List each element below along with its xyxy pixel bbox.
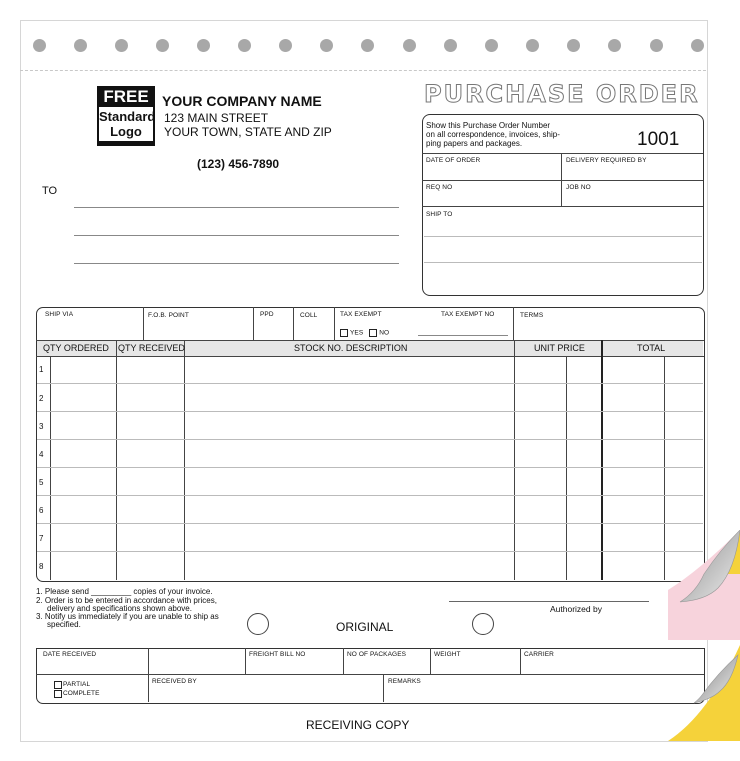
- to-address-line[interactable]: [74, 235, 399, 236]
- tax-exempt-label: TAX EXEMPT: [340, 311, 382, 318]
- punch-hole: [320, 39, 333, 52]
- no-checkbox[interactable]: [369, 329, 377, 337]
- total-header: TOTAL: [637, 343, 666, 353]
- to-address-line[interactable]: [74, 263, 399, 264]
- note-3-cont: specified.: [47, 620, 81, 629]
- binding-hole-marker: [472, 613, 494, 635]
- punch-hole: [238, 39, 251, 52]
- packages-label: NO OF PACKAGES: [347, 651, 407, 658]
- logo-free-text: FREE: [103, 87, 149, 106]
- company-phone: (123) 456-7890: [197, 157, 280, 171]
- row-divider: [37, 411, 703, 412]
- divider: [253, 307, 254, 340]
- divider: [561, 153, 562, 206]
- to-label: TO: [42, 185, 58, 197]
- company-street: 123 MAIN STREET: [164, 111, 269, 125]
- signature-line[interactable]: [449, 601, 649, 602]
- job-no-label: JOB NO: [566, 184, 591, 191]
- divider: [422, 180, 703, 181]
- partial-checkbox[interactable]: [54, 681, 62, 689]
- authorized-by-label: Authorized by: [550, 604, 602, 614]
- divider: [422, 206, 703, 207]
- punch-hole: [403, 39, 416, 52]
- row-number: 1: [39, 365, 44, 374]
- divider: [293, 307, 294, 340]
- divider: [343, 648, 344, 674]
- fob-point-label: F.O.B. POINT: [148, 312, 189, 319]
- punch-hole: [156, 39, 169, 52]
- divider: [36, 356, 704, 357]
- divider: [36, 340, 704, 341]
- ship-to-line[interactable]: [424, 236, 702, 237]
- logo-standard-text: Standard: [99, 109, 156, 124]
- yes-label: YES: [350, 329, 364, 337]
- divider: [383, 674, 384, 702]
- punch-hole: [526, 39, 539, 52]
- punch-hole: [444, 39, 457, 52]
- perforation-line: [20, 70, 706, 71]
- ship-via-label: SHIP VIA: [45, 311, 74, 318]
- punch-hole: [485, 39, 498, 52]
- company-city: YOUR TOWN, STATE AND ZIP: [164, 125, 332, 139]
- row-number: 3: [39, 422, 44, 431]
- description-header: STOCK NO. DESCRIPTION: [294, 343, 408, 353]
- row-number: 2: [39, 394, 44, 403]
- ship-to-label: SHIP TO: [426, 211, 453, 218]
- coll-label: COLL: [300, 312, 318, 319]
- form-title: PURCHASE ORDER: [424, 80, 700, 108]
- qty-received-header: QTY RECEIVED: [118, 343, 185, 353]
- note-1: 1. Please send _________ copies of your invoice.: [36, 587, 213, 596]
- row-divider: [37, 495, 703, 496]
- weight-label: WEIGHT: [434, 651, 461, 658]
- row-divider: [37, 383, 703, 384]
- punch-hole: [197, 39, 210, 52]
- punch-hole: [279, 39, 292, 52]
- punch-hole: [608, 39, 621, 52]
- tax-exempt-no-label: TAX EXEMPT NO: [441, 311, 495, 318]
- punch-hole: [33, 39, 46, 52]
- divider: [566, 356, 567, 580]
- terms-label: TERMS: [520, 312, 544, 319]
- row-number: 4: [39, 450, 44, 459]
- divider: [430, 648, 431, 674]
- po-instruction-line: Show this Purchase Order Number: [426, 121, 551, 130]
- qty-ordered-header: QTY ORDERED: [43, 343, 109, 353]
- received-by-label: RECEIVED BY: [152, 678, 197, 685]
- binding-hole-marker: [247, 613, 269, 635]
- note-2-cont: delivery and specifications shown above.: [47, 604, 192, 613]
- complete-checkbox[interactable]: [54, 690, 62, 698]
- row-divider: [37, 523, 703, 524]
- carrier-label: CARRIER: [524, 651, 554, 658]
- note-2: 2. Order is to be entered in accordance with prices,: [36, 596, 217, 605]
- po-instruction-line: on all correspondence, invoices, ship-: [426, 130, 560, 139]
- punch-hole: [691, 39, 704, 52]
- row-number: 8: [39, 562, 44, 571]
- divider: [148, 648, 149, 702]
- divider: [334, 307, 335, 340]
- delivery-required-label: DELIVERY REQUIRED BY: [566, 157, 647, 164]
- divider: [520, 648, 521, 674]
- page-curl-top: [640, 530, 740, 640]
- row-divider: [37, 439, 703, 440]
- divider: [143, 307, 144, 340]
- freight-bill-label: FREIGHT BILL NO: [249, 651, 306, 658]
- divider: [601, 340, 603, 580]
- page-curl-bottom: [668, 645, 740, 741]
- date-received-label: DATE RECEIVED: [43, 651, 97, 658]
- remarks-label: REMARKS: [388, 678, 421, 685]
- copy-label: ORIGINAL: [336, 620, 394, 634]
- row-divider: [37, 551, 703, 552]
- ship-to-line[interactable]: [424, 262, 702, 263]
- punch-hole: [650, 39, 663, 52]
- row-number: 7: [39, 534, 44, 543]
- logo-logo-text: Logo: [110, 124, 142, 139]
- row-number: 5: [39, 478, 44, 487]
- req-no-label: REQ NO: [426, 184, 453, 191]
- partial-label: PARTIAL: [63, 681, 91, 688]
- po-instructions: [426, 121, 560, 148]
- punch-hole: [361, 39, 374, 52]
- receiving-copy-label: RECEIVING COPY: [306, 718, 410, 732]
- note-3: 3. Notify us immediately if you are unable to ship as: [36, 612, 219, 621]
- ppd-label: PPD: [260, 311, 274, 318]
- row-number: 6: [39, 506, 44, 515]
- yes-checkbox[interactable]: [340, 329, 348, 337]
- unit-price-header: UNIT PRICE: [534, 343, 585, 353]
- po-instruction-line: ping papers and packages.: [426, 139, 523, 148]
- logo-sub-text: [99, 107, 156, 141]
- tax-exempt-options: [340, 329, 389, 337]
- row-divider: [37, 467, 703, 468]
- company-logo: [97, 86, 155, 146]
- punch-hole: [567, 39, 580, 52]
- divider: [116, 340, 117, 580]
- divider: [514, 340, 515, 580]
- divider: [422, 153, 703, 154]
- tax-exempt-no-line[interactable]: [418, 335, 508, 336]
- po-number: 1001: [637, 129, 680, 150]
- divider: [50, 356, 51, 580]
- divider: [184, 340, 185, 580]
- complete-label: COMPLETE: [63, 690, 100, 697]
- date-of-order-label: DATE OF ORDER: [426, 157, 481, 164]
- divider: [513, 307, 514, 340]
- punch-hole: [74, 39, 87, 52]
- divider: [245, 648, 246, 674]
- company-name: YOUR COMPANY NAME: [162, 93, 322, 109]
- divider: [36, 674, 704, 675]
- to-address-line[interactable]: [74, 207, 399, 208]
- no-label: NO: [379, 329, 390, 337]
- punch-hole: [115, 39, 128, 52]
